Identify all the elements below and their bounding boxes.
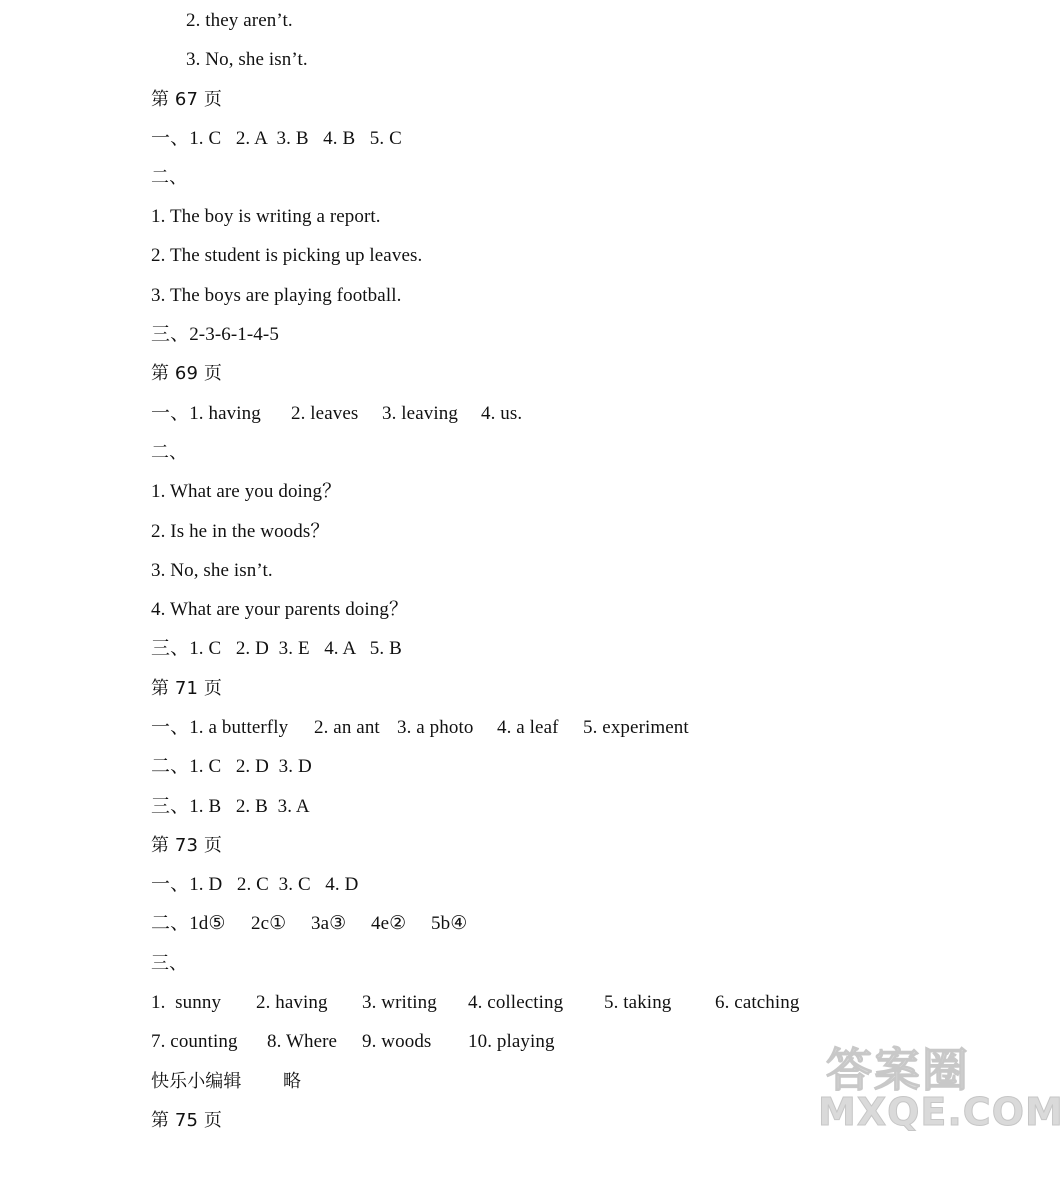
answer-item: 一、1. a butterfly bbox=[151, 717, 289, 738]
answer-item: 5. taking bbox=[604, 992, 672, 1013]
answer-item: 8. Where bbox=[267, 1031, 338, 1052]
answer-item: 10. playing bbox=[468, 1031, 555, 1052]
answer-item: 4e② bbox=[371, 913, 407, 934]
answer-line: 3. No, she isn’t. bbox=[151, 560, 273, 581]
answer-item: 3. leaving bbox=[382, 403, 458, 424]
answer-item: 2c① bbox=[251, 913, 287, 934]
page-heading: 第 67 页 bbox=[151, 89, 222, 110]
page-heading: 第 69 页 bbox=[151, 363, 222, 384]
answer-line bbox=[151, 1030, 591, 1054]
answer-line: 3. No, she isn’t. bbox=[186, 49, 308, 70]
section-label: 二、 bbox=[151, 167, 188, 188]
answer-line: 三、1. C 2. D 3. E 4. A 5. B bbox=[151, 638, 402, 659]
answer-item: 3. writing bbox=[362, 992, 437, 1013]
answer-item: 4. us. bbox=[481, 403, 523, 424]
answer-item: 2. having bbox=[256, 992, 328, 1013]
answer-line: 2. The student is picking up leaves. bbox=[151, 245, 423, 266]
section-label: 快乐小编辑 bbox=[151, 1071, 242, 1092]
watermark-title: 答案圈 bbox=[826, 1043, 970, 1097]
page-heading: 第 71 页 bbox=[151, 678, 222, 699]
answer-item: 6. catching bbox=[715, 992, 800, 1013]
answer-line: 三、2-3-6-1-4-5 bbox=[151, 324, 279, 345]
section-label: 三、 bbox=[151, 953, 188, 974]
answer-item: 3. a photo bbox=[397, 717, 474, 738]
answer-item: 9. woods bbox=[362, 1031, 432, 1052]
answer-item: 7. counting bbox=[151, 1031, 238, 1052]
answer-line: 二、1. C 2. D 3. D bbox=[151, 756, 312, 777]
watermark-site: MXQE.COM bbox=[818, 1090, 1064, 1134]
answer-item: 5b④ bbox=[431, 913, 468, 934]
watermark-logo bbox=[818, 1028, 1064, 1136]
section-label: 二、 bbox=[151, 442, 188, 463]
answer-line: 3. The boys are playing football. bbox=[151, 285, 402, 306]
answer-item: 5. experiment bbox=[583, 717, 689, 738]
answer-line bbox=[151, 402, 551, 426]
page-heading: 第 75 页 bbox=[151, 1110, 222, 1131]
answer-item: 3a③ bbox=[311, 913, 347, 934]
answer-line: 2. Is he in the woods？ bbox=[151, 521, 330, 542]
answer-line: 1. What are you doing？ bbox=[151, 481, 342, 502]
answer-line: 2. they aren’t. bbox=[186, 10, 293, 31]
answer-line: 一、1. D 2. C 3. C 4. D bbox=[151, 874, 359, 895]
answer-item: 2. an ant bbox=[314, 717, 380, 738]
answer-line bbox=[151, 991, 831, 1015]
answer-item: 二、1d⑤ bbox=[151, 913, 226, 934]
answer-item: 略 bbox=[283, 1071, 302, 1092]
answer-item: 2. leaves bbox=[291, 403, 359, 424]
answer-line bbox=[151, 1070, 351, 1094]
answer-item: 4. a leaf bbox=[497, 717, 559, 738]
answer-item: 1. sunny bbox=[151, 992, 222, 1013]
answer-item: 一、1. having bbox=[151, 403, 261, 424]
answer-item: 4. collecting bbox=[468, 992, 564, 1013]
page-heading: 第 73 页 bbox=[151, 835, 222, 856]
answer-line: 1. The boy is writing a report. bbox=[151, 206, 381, 227]
answer-line: 一、1. C 2. A 3. B 4. B 5. C bbox=[151, 128, 402, 149]
answer-line bbox=[151, 912, 491, 936]
answer-line: 三、1. B 2. B 3. A bbox=[151, 796, 310, 817]
answer-line: 4. What are your parents doing？ bbox=[151, 599, 409, 620]
answer-line bbox=[151, 716, 711, 740]
